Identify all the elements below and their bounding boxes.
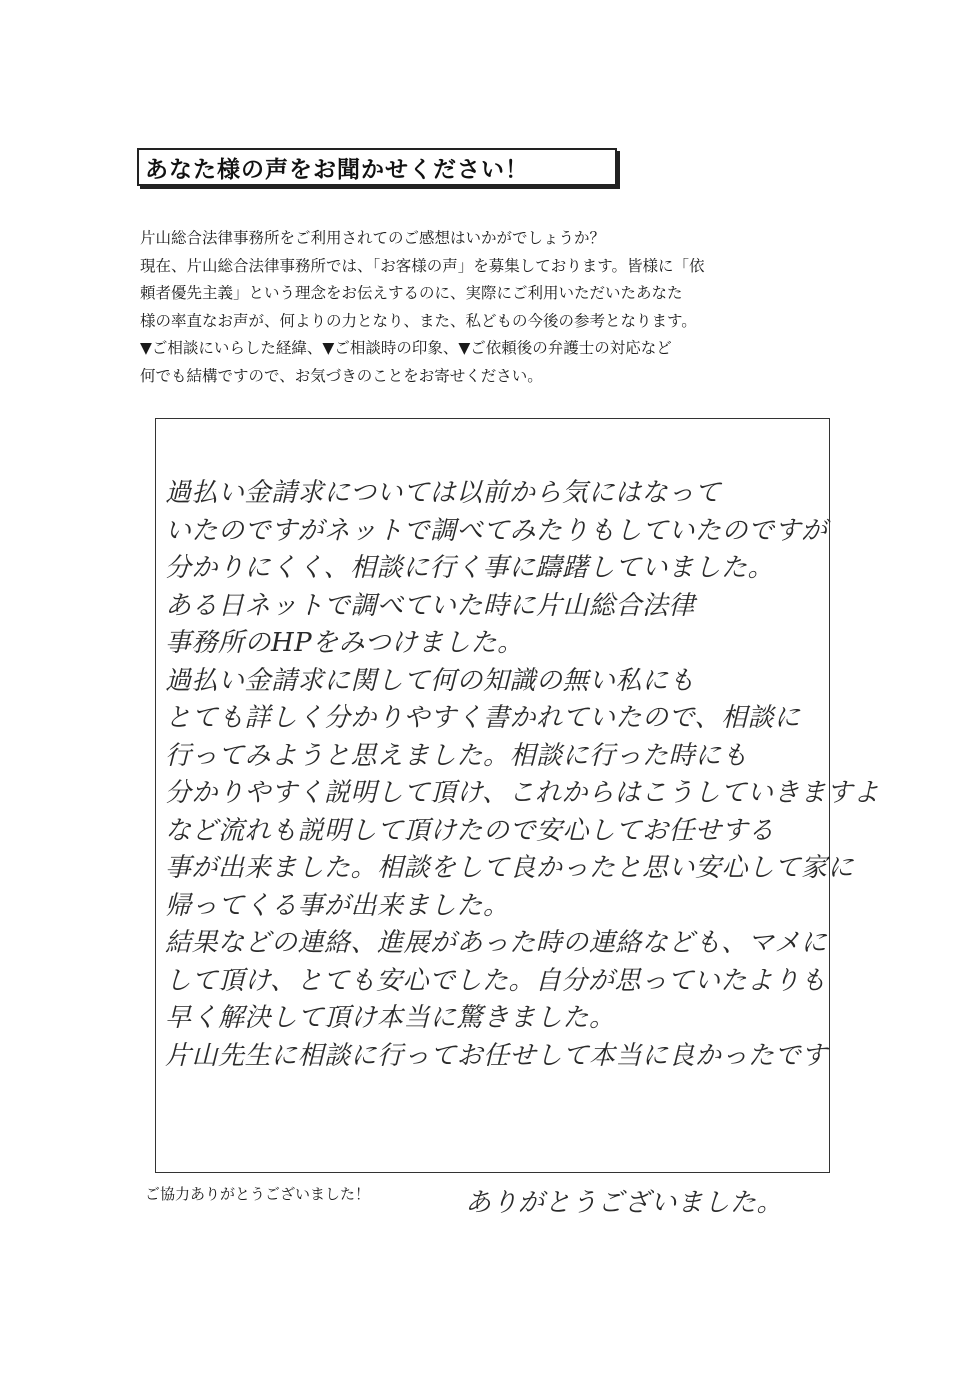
comment-line: とても詳しく分かりやすく書かれていたので、相談に — [165, 703, 801, 733]
comment-line: 分かりにくく、相談に行く事に躊躇していました。 — [165, 553, 774, 583]
comment-line: 早く解決して頂け本当に驚きました。 — [165, 1003, 616, 1033]
title-box — [137, 148, 617, 186]
comment-line: 帰ってくる事が出来ました。 — [165, 890, 510, 921]
intro-line: 片山総合法律事務所をご利用されてのご感想はいかがでしょうか？ — [140, 229, 606, 247]
comment-line: など流れも説明して頂けたので安心してお任せする — [165, 815, 775, 846]
intro-line: 何でも結構ですので、お気づきのことをお寄せください。 — [140, 366, 543, 385]
comment-line: いたのですがネットで調べてみたりもしていたのですが — [165, 515, 828, 546]
intro-line: 頼者優先主義」という理念をお伝えするのに、実際にご利用いただいたあなた — [140, 284, 683, 302]
comment-line: 事務所のHPをみつけました。 — [165, 628, 524, 658]
comment-line: 過払い金請求に関して何の知識の無い私にも — [165, 665, 696, 696]
comment-line: ある日ネットで調べていた時に片山総合法律 — [165, 590, 696, 621]
comment-line: して頂け、とても安心でした。自分が思っていたよりも — [165, 965, 827, 996]
comment-line: 片山先生に相談に行ってお任せして本当に良かったです — [165, 1040, 828, 1071]
intro-line: 様の率直なお声が、何よりの力となり、また、私どもの今後の参考となります。 — [140, 311, 697, 330]
comment-signoff: ありがとうございました。 — [465, 1188, 784, 1218]
comment-line: 行ってみようと思えました。相談に行った時にも — [165, 740, 749, 771]
comment-line: 結果などの連絡、進展があった時の連絡なども、マメに — [165, 928, 828, 958]
comment-line: 過払い金請求については以前から気にはなって — [165, 478, 721, 508]
page-title: あなた様の声をお聞かせください！ — [145, 156, 529, 183]
intro-text — [140, 225, 845, 390]
intro-line: 現在、片山総合法律事務所では、「お客様の声」を募集しております。皆様に「依 — [140, 256, 705, 275]
comment-line: 分かりやすく説明して頂け、これからはこうしていきますよ — [165, 778, 880, 808]
comment-line: 事が出来ました。相談をして良かったと思い安心して家に — [165, 853, 855, 883]
thanks-text: ご協力ありがとうございました！ — [145, 1185, 371, 1203]
intro-line: ▼ご相談にいらした経緯、▼ご相談時の印象、▼ご依頼後の弁護士の対応など — [140, 339, 672, 357]
